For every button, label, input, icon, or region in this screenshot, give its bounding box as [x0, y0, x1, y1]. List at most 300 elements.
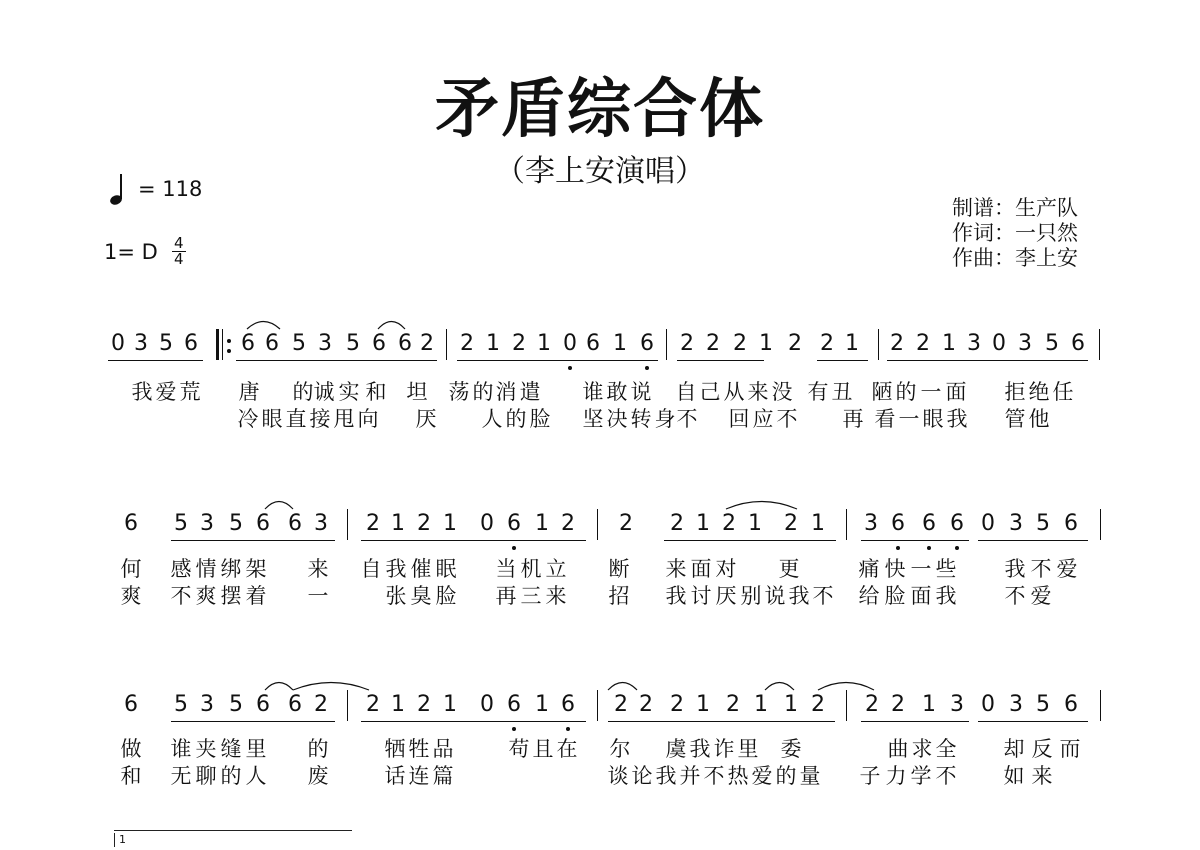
octave-dot	[568, 366, 572, 370]
beam-underline	[361, 721, 586, 722]
lyric-char: 爱	[1030, 584, 1052, 608]
song-subtitle: （李上安演唱）	[495, 154, 705, 189]
lyric-char: 别	[740, 584, 762, 608]
barline	[446, 329, 447, 360]
note: 2	[417, 511, 431, 536]
lyric-char: 不	[1004, 584, 1026, 608]
lyric-char: 情	[195, 557, 217, 581]
slur	[247, 318, 280, 330]
lyric-char: 没	[771, 380, 793, 404]
lyric-char: 面	[945, 380, 967, 404]
lyric-char: 唐	[238, 380, 260, 404]
lyric-char: 何	[120, 557, 142, 581]
note: 2	[722, 511, 736, 536]
lyric-char: 爱	[155, 380, 177, 404]
lyric-char: 的	[220, 764, 242, 788]
lyric-char: 夹	[195, 737, 217, 761]
note: 1	[535, 692, 549, 717]
lyric-char: 再	[495, 584, 517, 608]
note: 2	[366, 511, 380, 536]
repeat-dot	[227, 349, 231, 353]
note: 0	[981, 511, 995, 536]
barline	[666, 329, 667, 360]
credits	[952, 196, 1078, 271]
lyric-char: 断	[608, 557, 630, 581]
note: 2	[614, 692, 628, 717]
note: 3	[967, 331, 981, 356]
lyric-char: 看	[874, 407, 896, 431]
key-label: 1= D	[104, 239, 158, 264]
lyric-char: 一	[307, 584, 329, 608]
page-number: 1	[114, 833, 126, 847]
note: 6	[256, 692, 270, 717]
lyric-char: 不	[703, 764, 725, 788]
note: 2	[680, 331, 694, 356]
lyric-char: 和	[365, 380, 387, 404]
lyric-char: 再	[842, 407, 864, 431]
lyric-char: 直	[285, 407, 307, 431]
note: 6	[1064, 692, 1078, 717]
lyric-char: 来	[545, 584, 567, 608]
note: 2	[314, 692, 328, 717]
note: 3	[314, 511, 328, 536]
lyric-char: 面	[690, 557, 712, 581]
lyric-char: 厌	[715, 584, 737, 608]
lyric-char: 眼	[922, 407, 944, 431]
lyric-char: 篇	[432, 764, 454, 788]
credit-composer: 作曲：李上安	[952, 246, 1078, 270]
octave-dot	[927, 546, 931, 550]
lyric-char: 自	[675, 380, 697, 404]
lyric-char: 而	[1059, 737, 1081, 761]
lyric-char: 接	[309, 407, 331, 431]
beam-underline	[861, 721, 969, 722]
octave-dot	[512, 727, 516, 731]
barline	[347, 690, 348, 721]
tempo-value: = 118	[138, 177, 203, 201]
note: 3	[1009, 692, 1023, 717]
octave-dot	[955, 546, 959, 550]
lyric-char: 爽	[120, 584, 142, 608]
note: 0	[480, 511, 494, 536]
beam-underline	[108, 360, 203, 361]
slur	[378, 318, 405, 330]
note: 1	[443, 511, 457, 536]
lyric-char: 不	[676, 407, 698, 431]
octave-dot	[512, 546, 516, 550]
lyric-char: 子	[859, 764, 881, 788]
lyric-char: 实	[338, 380, 360, 404]
time-signature-bottom: 4	[174, 250, 184, 268]
lyric-char: 张	[385, 584, 407, 608]
note: 5	[346, 331, 360, 356]
note: 1	[845, 331, 859, 356]
note: 1	[759, 331, 773, 356]
note: 0	[480, 692, 494, 717]
lyric-char: 论	[631, 764, 653, 788]
beam-underline	[608, 721, 835, 722]
lyric-char: 委	[780, 737, 802, 761]
lyric-char: 的	[292, 380, 314, 404]
lyric-char: 转	[630, 407, 652, 431]
time-signature	[172, 236, 186, 267]
lyric-char: 牲	[408, 737, 430, 761]
lyric-char: 给	[858, 584, 880, 608]
lyric-char: 学	[910, 764, 932, 788]
lyric-char: 应	[752, 407, 774, 431]
lyric-char: 绝	[1028, 380, 1050, 404]
lyric-char: 荡	[448, 380, 470, 404]
credit-transcriber: 制谱：生产队	[952, 196, 1078, 220]
lyric-char: 不	[170, 584, 192, 608]
credit-lyricist: 作词：一只然	[952, 221, 1078, 245]
beam-underline	[887, 360, 1088, 361]
lyric-char: 眠	[435, 557, 457, 581]
lyric-char: 爱	[1056, 557, 1078, 581]
barline	[1100, 690, 1101, 721]
lyric-char: 热	[727, 764, 749, 788]
slur	[265, 498, 293, 510]
lyric-char: 爽	[195, 584, 217, 608]
note: 2	[865, 692, 879, 717]
note: 5	[174, 692, 188, 717]
barline	[597, 690, 598, 721]
beam-underline	[236, 360, 437, 361]
note: 6	[398, 331, 412, 356]
lyric-char: 里	[737, 737, 759, 761]
note: 6	[507, 511, 521, 536]
lyric-char: 尔	[609, 737, 631, 761]
lyric-char: 我	[385, 557, 407, 581]
note: 2	[460, 331, 474, 356]
note: 5	[1036, 692, 1050, 717]
note: 1	[537, 331, 551, 356]
song-title: 矛盾综合体	[435, 73, 765, 147]
slur	[765, 679, 794, 691]
beam-underline	[677, 360, 764, 361]
lyric-char: 有	[807, 380, 829, 404]
octave-dot	[645, 366, 649, 370]
lyric-char: 谁	[582, 380, 604, 404]
note: 6	[561, 692, 575, 717]
lyric-char: 诚	[313, 380, 335, 404]
lyric-char: 招	[608, 584, 630, 608]
lyric-char: 不	[935, 764, 957, 788]
note: 1	[391, 692, 405, 717]
lyric-char: 一	[910, 557, 932, 581]
note: 3	[318, 331, 332, 356]
note: 0	[563, 331, 577, 356]
lyric-char: 臭	[410, 584, 432, 608]
lyric-char: 冷	[237, 407, 259, 431]
lyric-char: 我	[665, 584, 687, 608]
note: 6	[891, 511, 905, 536]
lyric-char: 讨	[690, 584, 712, 608]
lyric-char: 自	[360, 557, 382, 581]
note: 1	[443, 692, 457, 717]
lyric-char: 脸	[435, 584, 457, 608]
lyric-char: 的	[505, 407, 527, 431]
note: 2	[619, 511, 633, 536]
lyric-char: 说	[630, 380, 652, 404]
note: 2	[811, 692, 825, 717]
note: 3	[200, 692, 214, 717]
lyric-char: 不	[812, 584, 834, 608]
note: 5	[1045, 331, 1059, 356]
note: 6	[1071, 331, 1085, 356]
note: 1	[811, 511, 825, 536]
lyric-char: 且	[532, 737, 554, 761]
beam-underline	[978, 721, 1088, 722]
lyric-char: 向	[357, 407, 379, 431]
lyric-char: 我	[946, 407, 968, 431]
lyric-char: 立	[545, 557, 567, 581]
beam-underline	[361, 540, 586, 541]
lyric-char: 厌	[415, 407, 437, 431]
lyric-char: 快	[884, 557, 906, 581]
lyric-char: 里	[245, 737, 267, 761]
note: 6	[184, 331, 198, 356]
beam-underline	[664, 540, 836, 541]
barline	[216, 329, 219, 360]
note: 1	[754, 692, 768, 717]
lyric-char: 甩	[333, 407, 355, 431]
lyric-char: 曲	[887, 737, 909, 761]
lyric-char: 的	[472, 380, 494, 404]
note: 3	[864, 511, 878, 536]
lyric-char: 我	[689, 737, 711, 761]
lyric-char: 牺	[384, 737, 406, 761]
lyric-char: 身	[654, 407, 676, 431]
octave-dot	[896, 546, 900, 550]
lyric-char: 己	[699, 380, 721, 404]
note: 0	[111, 331, 125, 356]
note: 6	[1064, 511, 1078, 536]
note: 2	[890, 331, 904, 356]
lyric-char: 回	[728, 407, 750, 431]
lyric-char: 却	[1003, 737, 1025, 761]
lyric-char: 反	[1031, 737, 1053, 761]
beam-underline	[978, 540, 1088, 541]
lyric-char: 人	[245, 764, 267, 788]
lyric-char: 我	[1004, 557, 1026, 581]
slur	[818, 679, 874, 691]
lyric-char: 的	[895, 380, 917, 404]
note: 2	[420, 331, 434, 356]
lyric-char: 催	[410, 557, 432, 581]
quarter-note-icon	[108, 172, 124, 206]
lyric-char: 做	[120, 737, 142, 761]
note: 6	[124, 692, 138, 717]
note: 2	[820, 331, 834, 356]
note: 6	[372, 331, 386, 356]
note: 2	[561, 511, 575, 536]
note: 2	[916, 331, 930, 356]
lyric-char: 无	[170, 764, 192, 788]
lyric-char: 拒	[1004, 380, 1026, 404]
beam-underline	[861, 540, 969, 541]
time-signature-top: 4	[174, 234, 184, 252]
note: 1	[613, 331, 627, 356]
note: 5	[229, 692, 243, 717]
barline	[846, 509, 847, 540]
barline	[878, 329, 879, 360]
lyric-char: 荒	[179, 380, 201, 404]
lyric-char: 的	[775, 764, 797, 788]
lyric-char: 聊	[195, 764, 217, 788]
note: 2	[670, 692, 684, 717]
beam-underline	[171, 721, 335, 722]
lyric-char: 连	[408, 764, 430, 788]
lyric-char: 如	[1003, 764, 1025, 788]
lyric-char: 遣	[519, 380, 541, 404]
note: 2	[670, 511, 684, 536]
lyric-char: 架	[245, 557, 267, 581]
note: 1	[486, 331, 500, 356]
note: 1	[748, 511, 762, 536]
lyric-char: 三	[520, 584, 542, 608]
lyric-char: 虞	[665, 737, 687, 761]
lyric-char: 摆	[220, 584, 242, 608]
note: 3	[1009, 511, 1023, 536]
note: 2	[639, 692, 653, 717]
note: 6	[256, 511, 270, 536]
note: 6	[288, 692, 302, 717]
barline	[1100, 509, 1101, 540]
barline	[222, 329, 223, 360]
slur	[265, 679, 293, 691]
lyric-char: 机	[520, 557, 542, 581]
lyric-char: 当	[495, 557, 517, 581]
lyric-char: 更	[778, 557, 800, 581]
lyric-char: 品	[432, 737, 454, 761]
lyric-char: 对	[715, 557, 737, 581]
lyric-char: 我	[655, 764, 677, 788]
note: 2	[891, 692, 905, 717]
lyric-char: 诈	[713, 737, 735, 761]
lyric-char: 我	[788, 584, 810, 608]
lyric-char: 来	[747, 380, 769, 404]
lyric-char: 求	[911, 737, 933, 761]
note: 2	[366, 692, 380, 717]
note: 6	[640, 331, 654, 356]
lyric-char: 一	[920, 380, 942, 404]
lyric-char: 并	[679, 764, 701, 788]
beam-underline	[171, 540, 335, 541]
note: 1	[535, 511, 549, 536]
lyric-char: 他	[1028, 407, 1050, 431]
lyric-char: 来	[1031, 764, 1053, 788]
lyric-char: 我	[935, 584, 957, 608]
note: 1	[922, 692, 936, 717]
slur	[293, 679, 369, 691]
lyric-char: 话	[384, 764, 406, 788]
note: 3	[200, 511, 214, 536]
note: 1	[942, 331, 956, 356]
note: 6	[586, 331, 600, 356]
barline	[347, 509, 348, 540]
note: 6	[288, 511, 302, 536]
lyric-char: 人	[481, 407, 503, 431]
note: 0	[981, 692, 995, 717]
lyric-char: 坦	[406, 380, 428, 404]
note: 2	[788, 331, 802, 356]
note: 6	[241, 331, 255, 356]
lyric-char: 废	[307, 764, 329, 788]
beam-underline	[817, 360, 868, 361]
note: 5	[1036, 511, 1050, 536]
note: 5	[229, 511, 243, 536]
note: 2	[706, 331, 720, 356]
lyric-char: 面	[910, 584, 932, 608]
lyric-char: 说	[764, 584, 786, 608]
note: 3	[134, 331, 148, 356]
lyric-char: 缝	[220, 737, 242, 761]
lyric-char: 痛	[858, 557, 880, 581]
lyric-char: 些	[935, 557, 957, 581]
note: 6	[922, 511, 936, 536]
slur	[608, 679, 637, 691]
lyric-char: 苟	[508, 737, 530, 761]
note: 6	[507, 692, 521, 717]
slur	[726, 498, 797, 510]
note: 5	[174, 511, 188, 536]
note: 6	[124, 511, 138, 536]
note: 1	[696, 692, 710, 717]
lyric-char: 来	[307, 557, 329, 581]
lyric-char: 丑	[831, 380, 853, 404]
lyric-char: 坚	[582, 407, 604, 431]
lyric-char: 脸	[529, 407, 551, 431]
barline	[597, 509, 598, 540]
note: 2	[784, 511, 798, 536]
lyric-char: 敢	[606, 380, 628, 404]
barline	[1099, 329, 1100, 360]
lyric-char: 陋	[871, 380, 893, 404]
note: 5	[159, 331, 173, 356]
lyric-char: 管	[1004, 407, 1026, 431]
lyric-char: 我	[131, 380, 153, 404]
key-signature	[104, 236, 186, 267]
lyric-char: 着	[245, 584, 267, 608]
lyric-char: 感	[170, 557, 192, 581]
octave-dot	[566, 727, 570, 731]
lyric-char: 谁	[170, 737, 192, 761]
lyric-char: 脸	[884, 584, 906, 608]
lyric-char: 在	[556, 737, 578, 761]
tempo-marking	[108, 172, 202, 206]
note: 2	[512, 331, 526, 356]
lyric-char: 不	[1030, 557, 1052, 581]
lyric-char: 从	[723, 380, 745, 404]
note: 0	[992, 331, 1006, 356]
note: 3	[1018, 331, 1032, 356]
note: 1	[784, 692, 798, 717]
lyric-char: 绑	[220, 557, 242, 581]
lyric-char: 的	[307, 737, 329, 761]
note: 6	[950, 511, 964, 536]
note: 5	[292, 331, 306, 356]
note: 1	[391, 511, 405, 536]
note: 2	[417, 692, 431, 717]
note: 2	[726, 692, 740, 717]
lyric-char: 全	[935, 737, 957, 761]
lyric-char: 来	[665, 557, 687, 581]
barline	[846, 690, 847, 721]
lyric-char: 力	[885, 764, 907, 788]
lyric-char: 不	[776, 407, 798, 431]
footer-rule	[114, 830, 352, 831]
